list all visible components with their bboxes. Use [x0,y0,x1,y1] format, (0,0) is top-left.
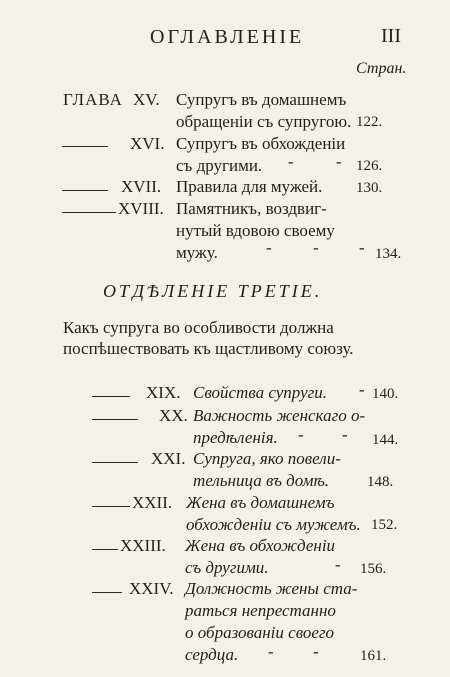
leader-rule [92,462,138,463]
chapter-numeral: XVIII. [118,199,164,218]
chapter-title-line: Свойства супруги. [193,383,328,402]
chapter-title-line: Должность жены ста- [185,579,358,598]
dot-leader-dash: - [298,425,304,444]
chapter-title-line: мужу. [176,243,218,262]
section-intro-line: поспѣшествовать къ щастливому союзу. [63,339,354,358]
leader-rule [62,190,108,191]
chapter-title-line: съ другими. [176,156,263,175]
chapter-title-line: сердца. [185,645,239,664]
page-number: 126. [356,158,383,174]
chapter-title-line: Жена въ домашнемъ [186,493,335,512]
page-number: 152. [371,517,398,533]
chapter-numeral: XVII. [121,177,162,196]
chapter-numeral: XXI. [151,449,186,468]
chapter-title-line: Супруга, яко повели- [193,449,341,468]
chapter-title-line: обращеніи съ супругою. [176,112,352,131]
chapter-numeral: XX. [159,406,188,425]
page-number: 148. [367,474,394,490]
leader-rule [62,212,116,213]
chapter-title-line: съ другими. [185,558,269,577]
page-number: 144. [372,432,399,448]
chapter-label: ГЛАВА [63,90,123,109]
chapter-title-line: тельница въ домѣ. [193,471,330,490]
chapter-numeral: XXIV. [129,579,174,598]
dot-leader-dash: - [342,425,348,444]
dot-leader-dash: - [268,642,274,661]
dot-leader-dash: - [359,380,365,399]
page-number: 156. [360,561,387,577]
chapter-numeral: XIX. [146,383,181,402]
chapter-title-line: Супругъ въ домашнемъ [176,90,347,109]
dot-leader-dash: - [313,238,319,257]
dot-leader-dash: - [266,238,272,257]
page-number: 161. [360,648,387,664]
leader-rule [92,506,130,507]
chapter-title-line: предѣленія. [193,428,278,447]
leader-rule [62,146,108,147]
chapter-title-line: Жена въ обхожденіи [185,536,336,555]
chapter-title-line: Супругъ въ обхожденіи [176,134,346,153]
chapter-title-line: нутый вдовою своему [176,221,335,240]
dot-leader-dash: - [313,642,319,661]
page-number: 122. [356,114,383,130]
page-number: 134. [375,246,402,262]
chapter-numeral: XV. [133,90,160,109]
dot-leader-dash: - [336,152,342,171]
chapter-title-line: обхожденіи съ мужемъ. [186,515,361,534]
chapter-title-line: Памятникъ, воздвиг- [176,199,327,218]
section-intro-line: Какъ супруга во особливости должна [63,318,334,337]
leader-rule [92,419,138,420]
chapter-numeral: XXII. [132,493,173,512]
chapter-title-line: Важность женскаго о- [193,406,366,425]
page-column-label: Стран. [356,60,407,77]
chapter-numeral: XXIII. [120,536,166,555]
dot-leader-dash: - [359,238,365,257]
chapter-title-line: раться непрестанно [185,601,336,620]
dot-leader-dash: - [335,555,341,574]
page-number: 140. [372,386,399,402]
leader-rule [92,592,122,593]
section-title: ОТДѢЛЕНІЕ ТРЕТІЕ. [103,281,323,301]
page-header-title: ОГЛАВЛЕНІЕ [150,26,305,48]
leader-rule [92,396,130,397]
leader-rule [92,549,118,550]
chapter-title-line: о образованіи своего [185,623,335,642]
chapter-numeral: XVI. [130,134,165,153]
chapter-title-line: Правила для мужей. [176,177,323,196]
dot-leader-dash: - [288,152,294,171]
page-folio-number: III [381,25,401,47]
page-number: 130. [356,180,383,196]
